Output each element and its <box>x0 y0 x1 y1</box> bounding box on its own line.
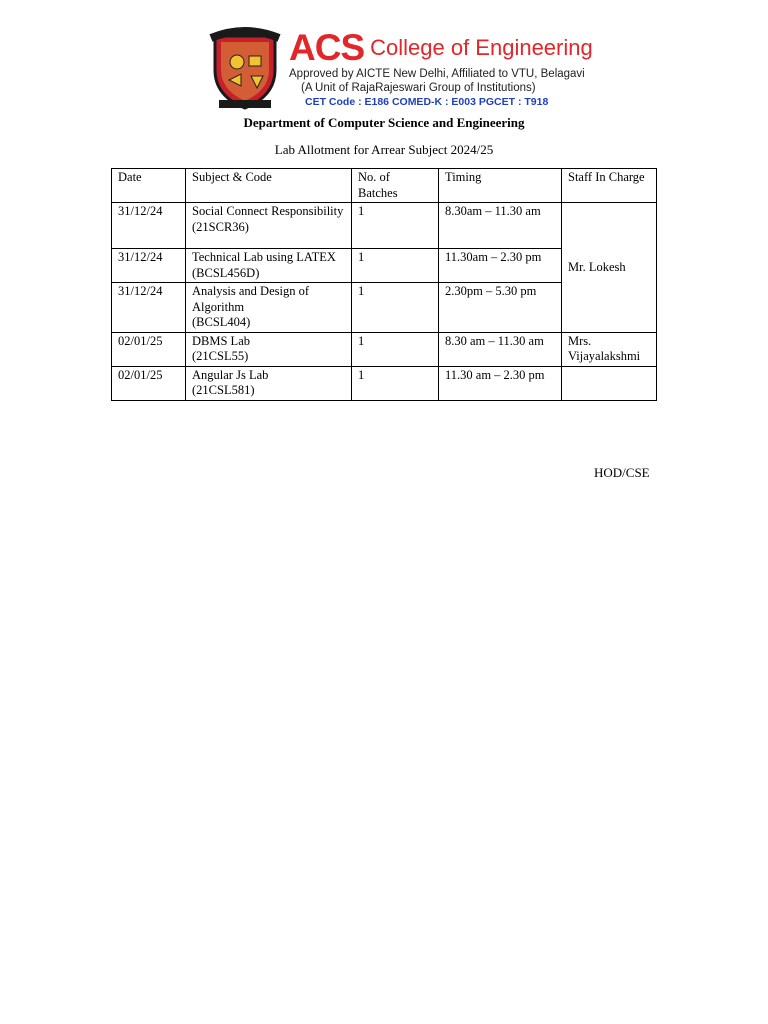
lab-allotment-table <box>111 168 657 401</box>
date-cell: 31/12/24 <box>112 203 186 249</box>
subject-cell <box>186 366 352 400</box>
document-subtitle: Lab Allotment for Arrear Subject 2024/25 <box>274 142 494 157</box>
subject-code: (21CSL55) <box>192 349 249 363</box>
header-timing: Timing <box>439 169 562 203</box>
header-staff: Staff In Charge <box>562 169 657 203</box>
timing-cell: 2.30pm – 5.30 pm <box>439 283 562 333</box>
table-row <box>112 203 657 249</box>
subject-cell <box>186 249 352 283</box>
date-cell: 31/12/24 <box>112 283 186 333</box>
subject-name: Analysis and Design of Algorithm <box>192 284 309 314</box>
exam-codes: CET Code : E186 COMED-K : E003 PGCET : T918 <box>305 96 549 108</box>
timing-cell: 11.30am – 2.30 pm <box>439 249 562 283</box>
department-title: Department of Computer Science and Engineering <box>243 115 525 130</box>
staff-cell: Mr. Lokesh <box>562 203 657 333</box>
subject-code: (BCSL404) <box>192 315 251 329</box>
timing-cell: 11.30 am – 2.30 pm <box>439 366 562 400</box>
header-subject: Subject & Code <box>186 169 352 203</box>
header-date: Date <box>112 169 186 203</box>
subject-cell <box>186 203 352 249</box>
staff-cell: Mrs. Vijayalakshmi <box>562 332 657 366</box>
approval-line: Approved by AICTE New Delhi, Affiliated to VTU, Belagavi <box>289 68 585 80</box>
header-batches: No. of Batches <box>352 169 439 203</box>
subject-name: Technical Lab using LATEX <box>192 250 336 264</box>
table-header-row <box>112 169 657 203</box>
date-cell: 31/12/24 <box>112 249 186 283</box>
subject-name: Angular Js Lab <box>192 367 269 382</box>
batches-cell: 1 <box>352 249 439 283</box>
table-row <box>112 332 657 366</box>
unit-line: (A Unit of RajaRajeswari Group of Institutions) <box>301 82 536 94</box>
batches-cell: 1 <box>352 283 439 333</box>
college-short-name: ACS <box>289 27 365 68</box>
subject-cell <box>186 332 352 366</box>
timing-cell: 8.30am – 11.30 am <box>439 203 562 249</box>
subject-code: (21SCR36) <box>192 219 249 234</box>
staff-cell-empty <box>562 366 657 400</box>
subject-name: Social Connect Responsibility <box>192 204 344 218</box>
batches-cell: 1 <box>352 203 439 249</box>
college-title <box>289 28 593 68</box>
subject-name: DBMS Lab <box>192 333 250 348</box>
timing-cell: 8.30 am – 11.30 am <box>439 332 562 366</box>
batches-cell: 1 <box>352 332 439 366</box>
hod-signature: HOD/CSE <box>594 465 650 480</box>
college-full-name: College of Engineering <box>370 35 593 60</box>
subject-code: (BCSL456D) <box>192 265 260 280</box>
college-logo <box>205 26 285 110</box>
batches-cell: 1 <box>352 366 439 400</box>
date-cell: 02/01/25 <box>112 332 186 366</box>
date-cell: 02/01/25 <box>112 366 186 400</box>
college-header <box>205 26 593 110</box>
table-row <box>112 366 657 400</box>
subject-cell <box>186 283 352 333</box>
subject-code: (21CSL581) <box>192 383 255 397</box>
